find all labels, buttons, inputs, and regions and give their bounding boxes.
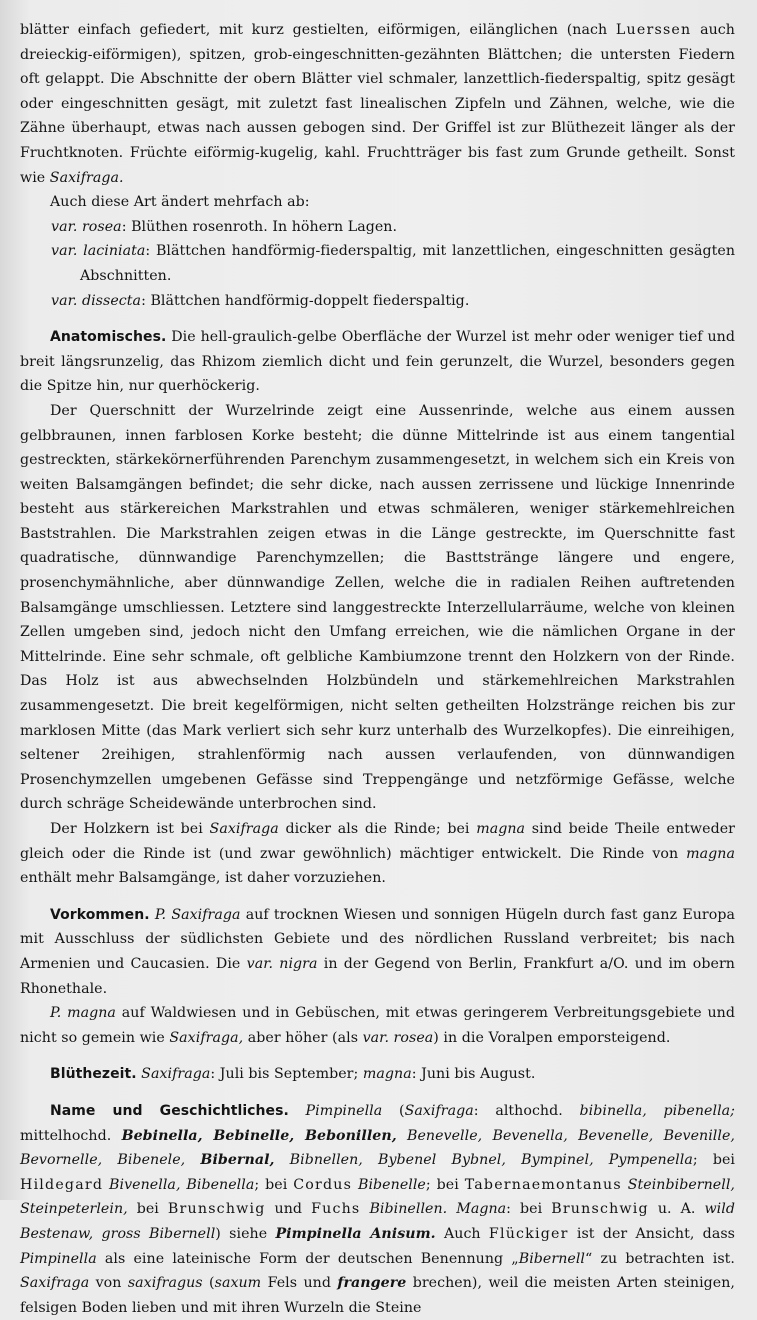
- plant-name: Bibernell: [518, 1250, 586, 1267]
- author-name: Hildegard: [20, 1176, 104, 1193]
- varieties-intro: Auch diese Art ändert mehrfach ab:: [50, 194, 310, 211]
- plant-name: Bibnellen, Bybenel Bybnel, Bympinel, Pympenella: [289, 1152, 693, 1169]
- variety-name: var. rosea: [51, 218, 122, 235]
- plant-name: Bibinellen.: [369, 1201, 448, 1218]
- variety-text: : Blättchen handförmig-fiederspaltig, mit lanzettlichen, eingeschnitten gesägten Abschnitten.: [80, 243, 736, 284]
- text-run: mittelhochd.: [20, 1127, 122, 1144]
- plant-name: Saxifraga: [20, 1275, 90, 1292]
- section-heading-flowering: Blüthezeit.: [50, 1066, 137, 1083]
- text-run: und: [265, 1201, 312, 1218]
- text-run: (: [382, 1102, 405, 1119]
- variety-name: var. dissecta: [51, 292, 142, 309]
- text-run: bei: [127, 1201, 168, 1218]
- description-paragraph: [20, 18, 735, 190]
- anatomy-paragraph-1: [20, 325, 735, 399]
- text-run: brechen), weil die meisten Arten steinigen, felsigen Boden lieben und mit ihren Wurzeln die Steine: [20, 1275, 735, 1316]
- text-run: enthält mehr Balsamgänge, ist daher vorzuziehen.: [20, 870, 386, 887]
- section-heading-occurrence: Vorkommen.: [50, 906, 150, 923]
- text-run: aber höher (als: [243, 1029, 363, 1046]
- plant-name: Pimpinella: [20, 1250, 97, 1267]
- occurrence-paragraph-2: [20, 1001, 735, 1050]
- name-history-paragraph: [20, 1099, 735, 1320]
- text-run: : Juli bis September;: [210, 1066, 363, 1083]
- text-run: (: [202, 1275, 215, 1292]
- occurrence-paragraph-1: [20, 903, 735, 1001]
- anatomy-paragraph-3: [20, 817, 735, 891]
- variety-item: [20, 215, 735, 240]
- author-name: Luerssen: [615, 22, 692, 38]
- text-run: ) in die Voralpen emporsteigend.: [433, 1029, 671, 1046]
- species-name: Saxifraga,: [169, 1029, 244, 1046]
- author-name: Brunschwig: [551, 1201, 649, 1218]
- plant-name: wild Bestenaw, gross Bibernell: [20, 1201, 735, 1242]
- text-run: : Juni bis August.: [411, 1066, 536, 1083]
- variety-text: : Blättchen handförmig-doppelt fiederspaltig.: [141, 292, 470, 309]
- plant-name: bibinella, pibenella;: [579, 1102, 735, 1119]
- author-name: Brunschwig: [167, 1201, 266, 1218]
- species-name: Saxifraga.: [49, 169, 124, 186]
- species-name: Saxifraga: [209, 821, 279, 837]
- plant-name: Magna: [456, 1201, 507, 1218]
- variety-item: [20, 289, 735, 314]
- text-run: als eine lateinische Form der deutschen Benennung „: [96, 1250, 519, 1267]
- variety-name: var. rosea: [362, 1029, 434, 1046]
- text-run: auch dreieckig-eiförmigen), spitzen, grob-eingeschnitten-gezähnten Blättchen; die untersten Fiedern oft gelappt. Die Abschnitte der obern Blätter viel schmaler, lanzettlich-fiederspaltig, spitz gesägt oder eingeschnitten gesägt, mit zuletzt fast linealischen Zipfeln und Zähnen, welche, wie die Zähne überhaupt, etwas nach aussen gebogen sind. Der Griffel ist zur Blüthezeit länger als der Fruchtknoten. Früchte eiförmig-kugelig, kahl. Fruchtträger bis fast zum Grunde getheilt. Sonst wie: [20, 22, 735, 186]
- text-run: Die hell-graulich-gelbe Oberfläche der Wurzel ist mehr oder weniger tief und breit längsrunzelig, das Rhizom ziemlich dicht und fein gerunzelt, die Wurzel, besonders gegen die Spitze hin, nur querhöckerig.: [20, 329, 735, 395]
- text-run: ) siehe: [215, 1225, 276, 1242]
- plant-name: Bivenella, Bibenella: [109, 1176, 255, 1193]
- text-run: ; bei: [692, 1152, 736, 1169]
- author-name: Tabernaemontanus: [464, 1176, 622, 1193]
- species-name: Saxifraga: [141, 1066, 211, 1083]
- text-run: ist der Ansicht, dass: [568, 1225, 735, 1242]
- variety-name: var. nigra: [246, 955, 318, 972]
- plant-name: Benevelle, Bevenella, Bevenelle, Bevenille, Bevornelle, Bibenele,: [20, 1127, 735, 1169]
- text-run: dicker als die Rinde; bei: [278, 821, 477, 837]
- species-name: magna: [476, 821, 526, 837]
- text-run: : althochd.: [473, 1102, 580, 1119]
- plant-name: Steinbibernell, Steinpeterlein,: [20, 1176, 735, 1218]
- section-heading-name-history: Name und Geschichtliches.: [50, 1102, 289, 1119]
- species-name: P. Saxifraga: [154, 906, 241, 923]
- plant-name: Bebinella, Bebinelle, Bebonillen,: [121, 1127, 397, 1144]
- text-run: [275, 1152, 290, 1168]
- variety-name: var. laciniata: [51, 243, 146, 260]
- text-run: : bei: [506, 1201, 552, 1218]
- variety-item: [20, 239, 735, 288]
- plant-name: Pimpinella Anisum.: [275, 1225, 436, 1242]
- plant-name: Pimpinella: [305, 1102, 383, 1119]
- text-run: Der Holzkern ist bei: [50, 821, 210, 837]
- text-run: auf Waldwiesen und in Gebüschen, mit etwas geringerem Verbreitungsgebiete und nicht so gemein wie: [20, 1005, 735, 1046]
- anatomy-paragraph-2: Der Querschnitt der Wurzelrinde zeigt eine Aussenrinde, welche aus einem aussen gelbbraunen, innen farblosen Korke besteht; die dünne Mittelrinde ist aus einem tangential gestreckten, stärkekörnerführenden Parenchym zusammengesetzt, in welchem sich ein Kreis von weiten Balsamgängen befindet; die sehr dicke, nach aussen zerrissene und lückige Innenrinde besteht aus stärkereichen Markstrahlen und etwas schmäleren, weniger stärkemehlreichen Baststrahlen. Die Markstrahlen zeigen etwas in die Länge gestreckte, im Querschnitte fast quadratische, dünnwandige Parenchymzellen; die Basttstränge längere und engere, prosenchymähnliche, aber dünnwandige Zellen, welche die in radialen Reihen auftretenden Balsamgänge umschliessen. Letztere sind langgestreckte Interzellularräume, welche von kleinen Zellen umgeben sind, jedoch nicht den Umfang erreichen, wie die nämlichen Organe in der Mittelrinde. Eine sehr schmale, oft gelbliche Kambiumzone trennt den Holzkern von der Rinde. Das Holz ist aus abwechselnden Holzbündeln und stärkemehlreichen Markstrahlen zusammengesetzt. Die breit kegelförmigen, nicht selten getheilten Holzstränge reichen bis zur marklosen Mitte (das Mark verliert sich sehr kurz unterhalb des Wurzelkopfes). Die einreihigen, seltener 2reihigen, strahlenförmig nach aussen verlaufenden, von dünnwandigen Prosenchymzellen umgebenen Gefässe sind Treppengänge und netzförmige Gefässe, welche durch schräge Scheidewände unterbrochen sind.: [20, 402, 735, 813]
- flowering-paragraph: [20, 1062, 735, 1087]
- text-run: “ zu betrachten ist.: [585, 1250, 735, 1267]
- species-name: P. magna: [50, 1005, 116, 1022]
- text-run: blätter einfach gefiedert, mit kurz gestielten, eiförmigen, eilänglichen (nach: [20, 22, 616, 38]
- variety-text: : Blüthen rosenroth. In höhern Lagen.: [121, 218, 398, 235]
- plant-name: frangere: [337, 1275, 407, 1292]
- text-run: [397, 1128, 407, 1144]
- plant-name: saxifragus: [127, 1275, 203, 1292]
- text-run: u. A.: [648, 1201, 705, 1218]
- text-run: [447, 1201, 456, 1217]
- text-run: auf trocknen Wiesen und sonnigen Hügeln durch fast ganz Europa mit Ausschluss der südlichsten Gebiete und des nördlichen Russland verbreitet; bis nach Armenien und Caucasien. Die: [20, 906, 735, 972]
- text-run: in der Gegend von Berlin, Frankfurt a/O. und im obern Rhonethale.: [20, 955, 735, 997]
- text-run: ; bei: [425, 1176, 465, 1193]
- species-name: magna: [686, 845, 735, 862]
- text-run: Auch: [435, 1225, 489, 1242]
- author-name: Flückiger: [488, 1225, 569, 1242]
- plant-name: Saxifraga: [404, 1102, 474, 1119]
- text-run: Fels und: [261, 1275, 338, 1292]
- plant-name: saxum: [214, 1275, 262, 1292]
- text-run: [185, 1152, 200, 1168]
- text-run: von: [89, 1275, 128, 1292]
- plant-name: Bibernal,: [200, 1152, 275, 1169]
- plant-name: Bibenelle: [357, 1176, 426, 1193]
- text-run: [360, 1201, 369, 1217]
- author-name: Cordus: [293, 1176, 353, 1193]
- text-run: ; bei: [254, 1176, 294, 1193]
- text-run: sind beide Theile entweder gleich oder die Rinde ist (und zwar gewöhnlich) mächtiger entwickelt. Die Rinde von: [20, 821, 735, 862]
- author-name: Fuchs: [311, 1201, 361, 1218]
- section-heading-anatomy: Anatomisches.: [50, 329, 167, 346]
- species-name: magna: [362, 1066, 412, 1083]
